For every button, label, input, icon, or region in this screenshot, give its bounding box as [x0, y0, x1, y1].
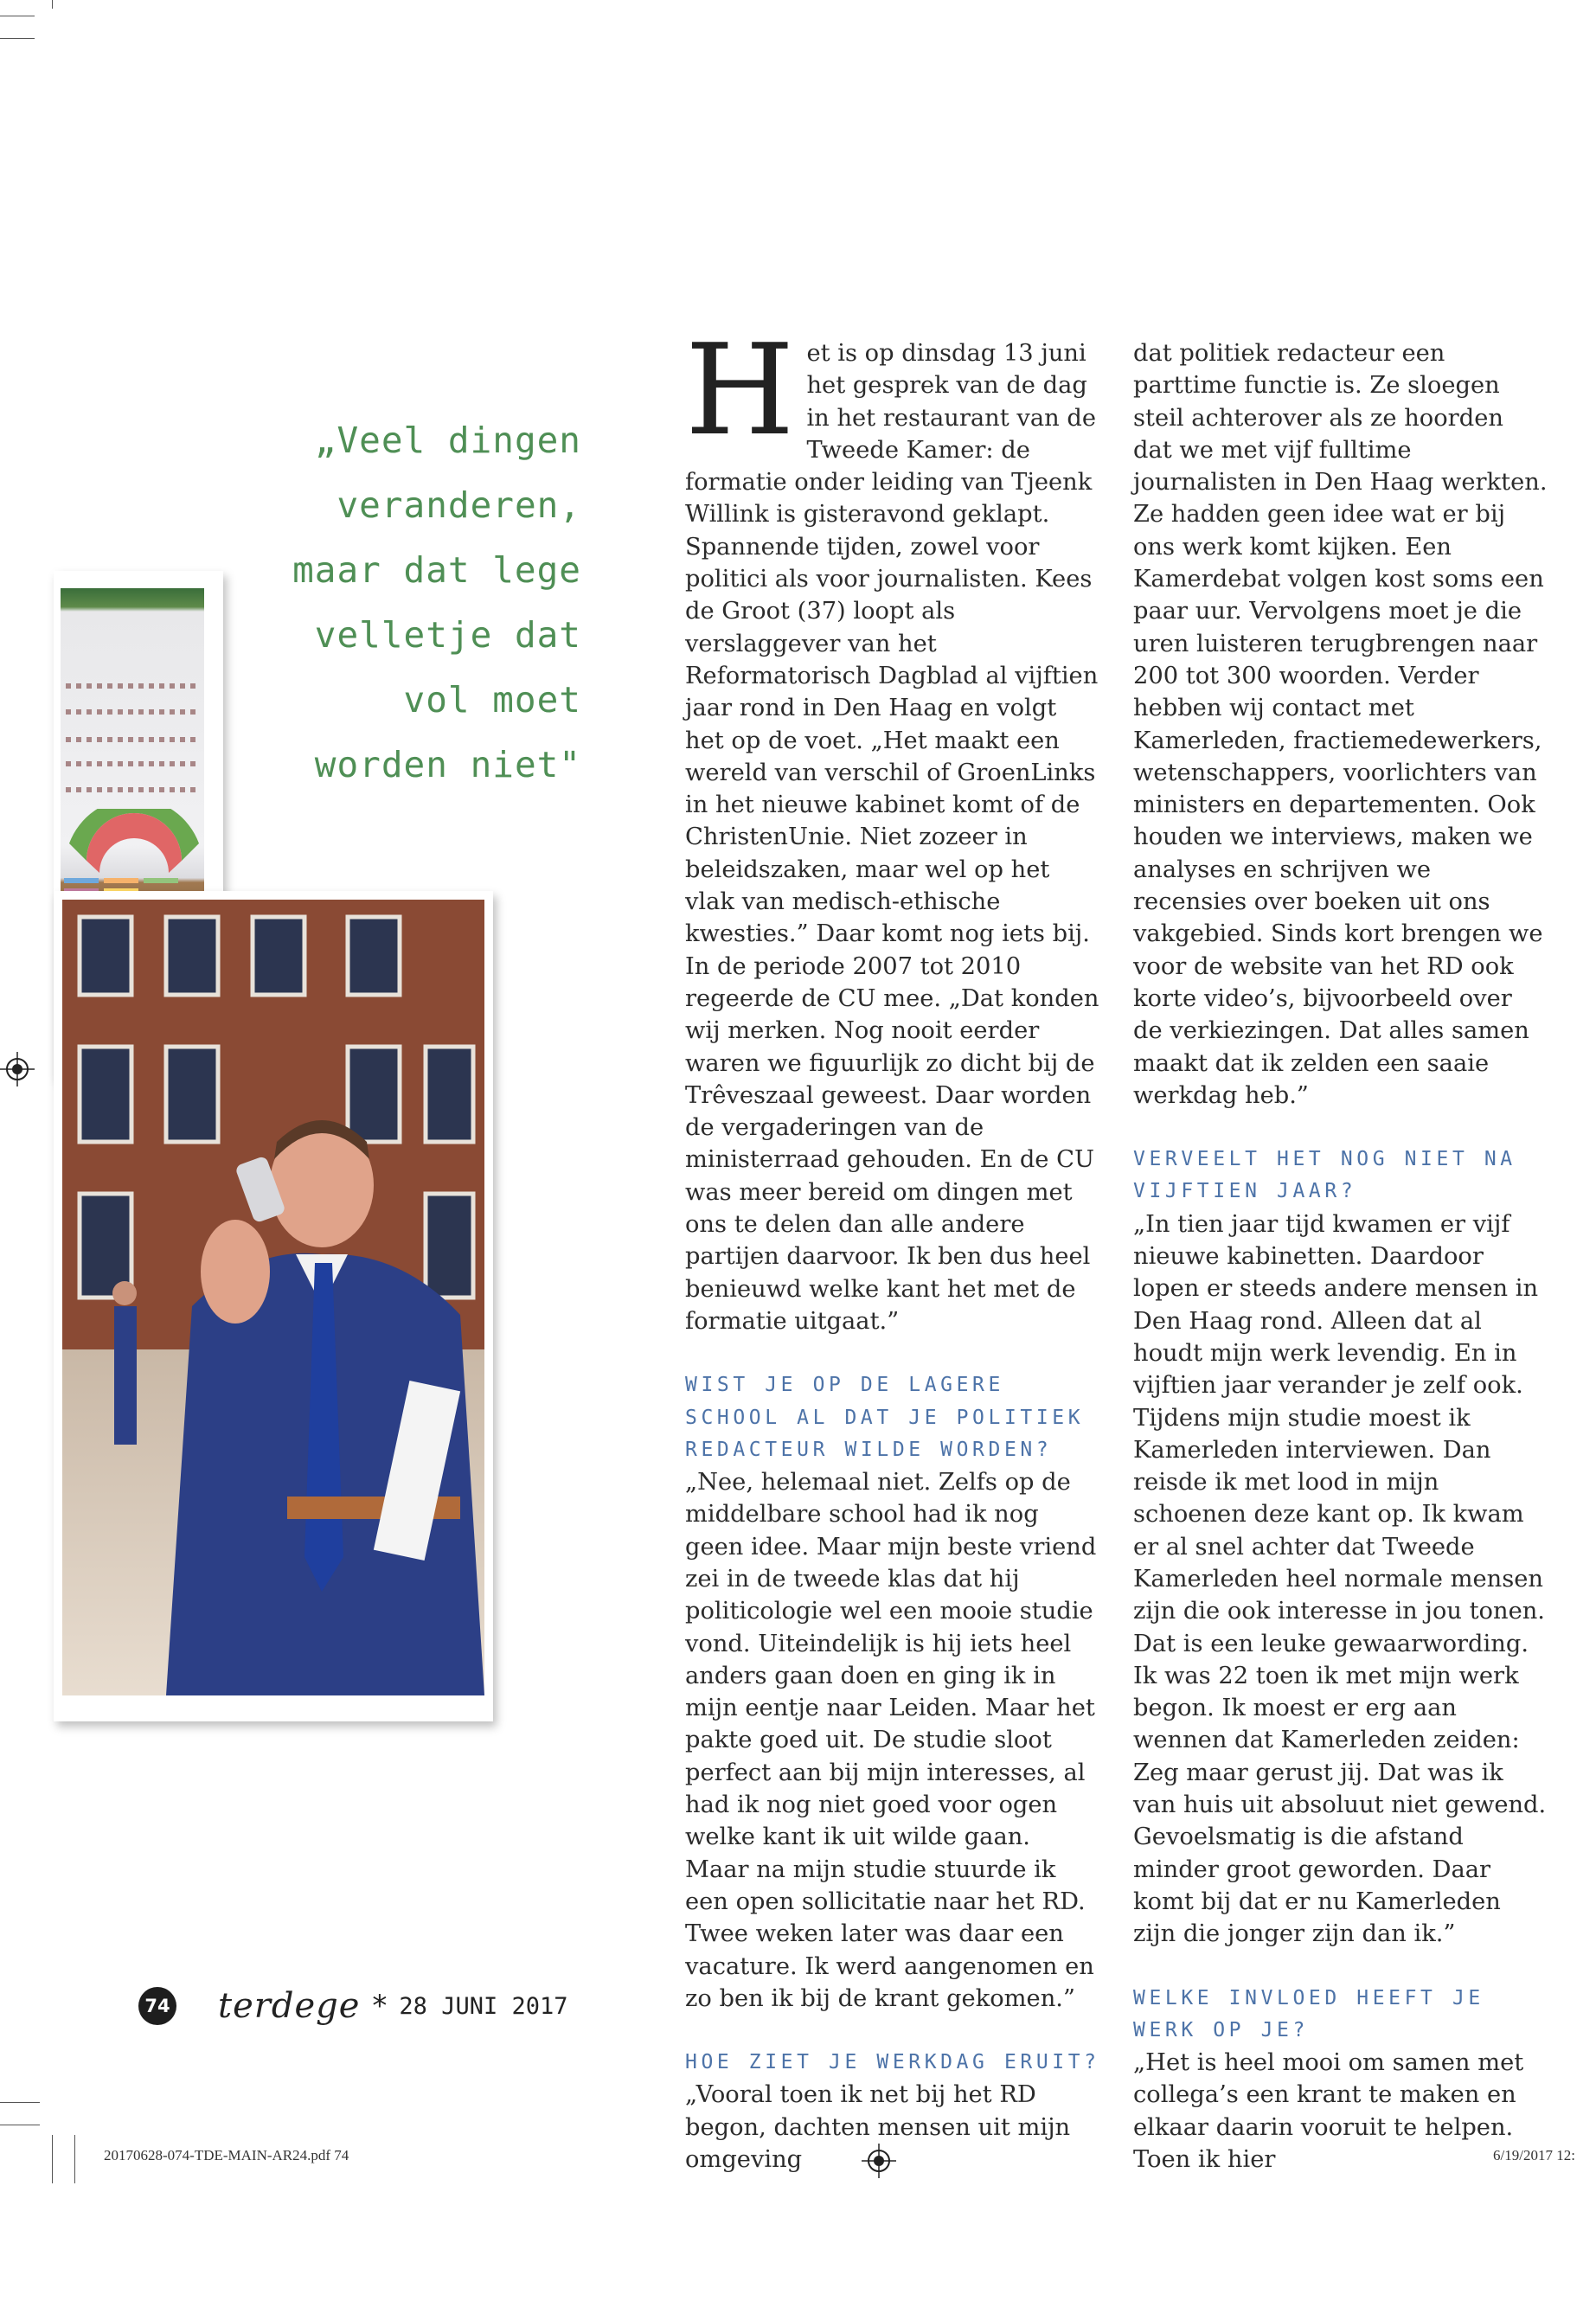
- pull-quote-line: veranderen,: [337, 484, 581, 526]
- pull-quote-line: maar dat lege: [292, 549, 581, 591]
- registration-mark-icon: [0, 1052, 35, 1086]
- issue-date: 28 JUNI 2017: [399, 1992, 568, 2020]
- article-column-1: [685, 317, 1100, 2176]
- crop-mark: [0, 2102, 40, 2103]
- magazine-logo: terdege: [218, 1986, 361, 2026]
- article-paragraph: Het is op dinsdag 13 juni het gesprek van de dag in het restaurant van de Tweede Kamer: de formatie onder leiding van Tjeenk Willink is gisteravond geklapt. Spannende tijden, zowel voor politici als voor journalisten. Kees de Groot (37) loopt als verslaggever van het Reformatorisch Dagblad al vijftien jaar rond in Den Haag en volgt het op de voet. „Het maakt een wereld van verschil of GroenLinks in het nieuwe kabinet komt of de ChristenUnie. Niet zozeer in beleidszaken, maar wel op het vlak van medisch-ethische kwesties.” Daar komt nog iets bij. In de periode 2007 tot 2010 regeerde de CU mee. „Dat konden wij merken. Nog nooit eerder waren we figuurlijk zo dicht bij de Trêveszaal geweest. Daar worden de vergaderingen van de ministerraad gehouden. En de CU was meer bereid om dingen met ons te delen dan alle andere partijen daarvoor. Ik ben dus heel benieuwd welke kant het met de formatie uitgaat.”: [685, 317, 1099, 1335]
- print-slug-file: 20170628-074-TDE-MAIN-AR24.pdf 74: [104, 2147, 349, 2163]
- crop-mark: [0, 38, 35, 39]
- drop-cap: H: [685, 317, 795, 464]
- interview-question: WELKE INVLOED HEEFT JE WERK OP JE?: [1133, 1986, 1484, 2041]
- portrait-photo: [54, 891, 493, 1721]
- crop-mark: [74, 2135, 75, 2183]
- pull-quote-line: „Veel dingen: [314, 420, 581, 461]
- separator-star-icon: *: [372, 1989, 388, 2023]
- pull-quote: [260, 408, 581, 798]
- article-paragraph: „Nee, helemaal niet. Zelfs op de middelbare school had ik nog geen idee. Maar mijn beste vriend zei in de tweede klas dat hij politicologie wel een mooie studie vond. Uiteindelijk is hij iets heel anders gaan doen en ging ik in mijn eentje naar Leiden. Maar het pakte goed uit. De studie sloot perfect aan bij mijn interesses, al had ik nog niet goed voor ogen welke kant ik uit wilde gaan. Maar na mijn studie stuurde ik een open sollicitatie naar het RD. Twee weken later was daar een vacature. Ik werd aangenomen en zo ben ik bij de krant gekomen.”: [685, 1469, 1097, 2012]
- article-column-2: [1133, 337, 1548, 2176]
- crop-mark: [52, 2135, 53, 2183]
- pull-quote-line: worden niet": [314, 744, 581, 785]
- crop-mark: [52, 0, 53, 9]
- article-paragraph: „Het is heel mooi om samen met collega’s een krant te maken en elkaar daarin vooruit te helpen. Toen ik hier: [1133, 2049, 1524, 2174]
- article-paragraph: „In tien jaar tijd kwamen er vijf nieuwe kabinetten. Daardoor lopen er steeds andere mensen in Den Haag rond. Alleen dat al houdt mijn werk levendig. En in vijftien jaar verander je zelf ook. Tijdens mijn studie moest ik Kamerleden interviewen. Dan reisde ik met lood in mijn schoenen deze kant op. Ik kwam er al snel achter dat Tweede Kamerleden heel normale mensen zijn die ook interesse in jou tonen. Dat is een leuke gewaarwording. Ik was 22 toen ik met mijn werk begon. Ik moest er erg aan wennen dat Kamerleden zeiden: Zeg maar gerust jij. Dat was ik van huis uit absoluut niet gewend. Gevoelsmatig is die afstand minder groot geworden. Daar komt bij dat er nu Kamerleden zijn die jonger zijn dan ik.”: [1133, 1210, 1547, 1948]
- article-paragraph: „Vooral toen ik net bij het RD begon, dachten mensen uit mijn omgeving: [685, 2081, 1071, 2174]
- interview-question: WIST JE OP DE LAGERE SCHOOL AL DAT JE POLITIEK REDACTEUR WILDE WORDEN?: [685, 1374, 1085, 1461]
- pull-quote-line: velletje dat: [314, 614, 581, 656]
- portrait-photo-image: [62, 900, 484, 1695]
- pull-quote-line: vol moet: [403, 679, 581, 721]
- parliament-seat-chart-icon: [61, 809, 204, 904]
- interview-question: VERVEELT HET NOG NIET NA VIJFTIEN JAAR?: [1133, 1148, 1516, 1203]
- page-number-badge: 74: [138, 1987, 176, 2025]
- page-footer: [138, 1984, 568, 2029]
- interview-question: HOE ZIET JE WERKDAG ERUIT?: [685, 2051, 1100, 2074]
- print-slug-timestamp: 6/19/2017 12:: [1493, 2147, 1575, 2163]
- article-paragraph: dat politiek redacteur een parttime functie is. Ze sloegen steil achterover als ze hoorden dat we met vijf fulltime journalisten in Den Haag werkten. Ze hadden geen idee wat er bij ons werk komt kijken. Een Kamerdebat volgen kost soms een paar uur. Vervolgens moet je die uren luisteren terugbrengen naar 200 tot 300 woorden. Verder hebben wij contact met Kamerleden, fractiemedewerkers, wetenschappers, voorlichters van ministers en departementen. Ook houden we interviews, maken we analyses en schrijven we recensies over boeken uit ons vakgebied. Sinds kort brengen we voor de website van het RD ook korte video’s, bijvoorbeeld over de verkiezingen. Dat alles samen maakt dat ik zelden een saaie werkdag heb.”: [1133, 340, 1548, 1109]
